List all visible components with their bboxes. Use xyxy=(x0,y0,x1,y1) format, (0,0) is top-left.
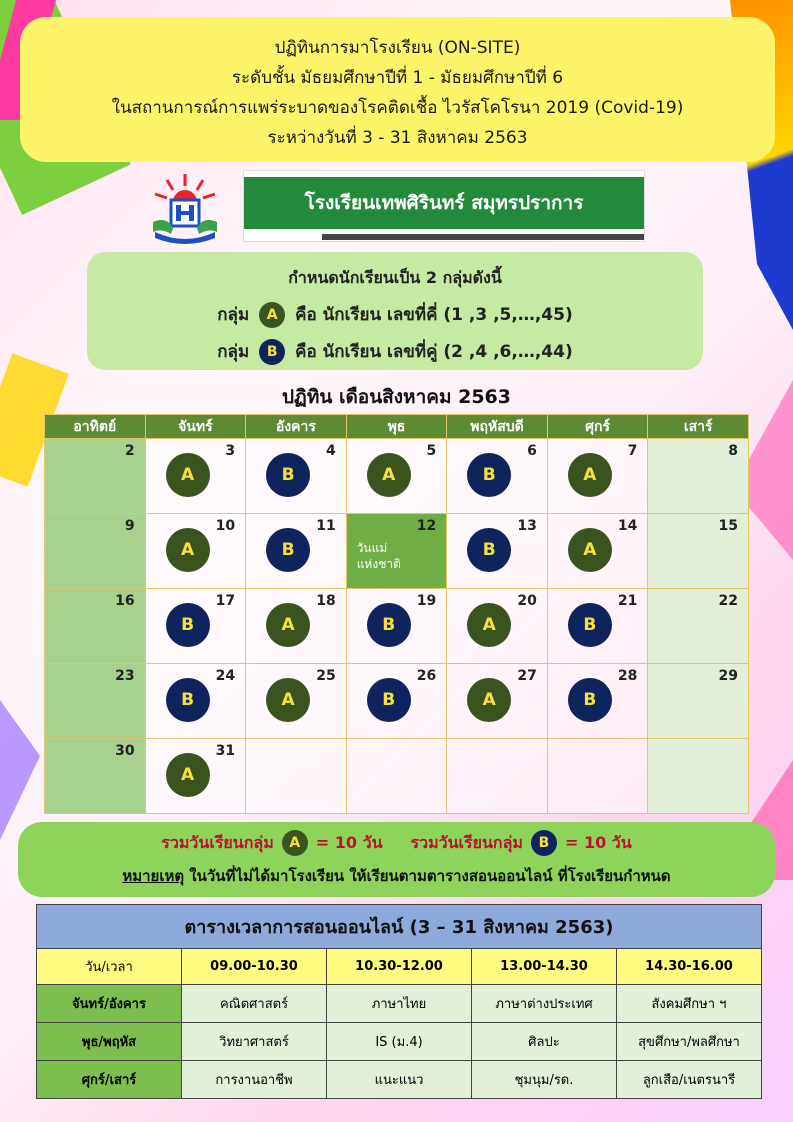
weekday-header: พฤหัสบดี xyxy=(447,415,548,439)
calendar-week-row xyxy=(45,589,749,664)
schedule-cell: สังคมศึกษา ฯ xyxy=(617,985,762,1023)
banner-underline xyxy=(322,234,644,240)
day-number: 25 xyxy=(316,668,336,684)
calendar-day-cell xyxy=(447,439,548,514)
day-number: 4 xyxy=(325,443,336,459)
group-a-badge: A xyxy=(367,453,411,497)
day-number: 5 xyxy=(426,443,437,459)
header-dates: ระหว่างวันที่ 3 - 31 สิงหาคม 2563 xyxy=(267,128,528,148)
group-a-row xyxy=(87,301,703,328)
calendar-day-cell xyxy=(447,739,548,814)
summary-value-b: = 10 วัน xyxy=(564,832,632,852)
weekday-header: เสาร์ xyxy=(648,415,749,439)
schedule-cell: ภาษาต่างประเทศ xyxy=(472,985,617,1023)
header-banner xyxy=(20,17,775,162)
group-a-badge: A xyxy=(266,678,310,722)
schedule-cell: ลูกเสือ/เนตรนารี xyxy=(617,1061,762,1099)
calendar-day-cell xyxy=(346,439,447,514)
group-b-badge: B xyxy=(166,603,210,647)
day-number: 26 xyxy=(416,668,437,684)
day-number: 15 xyxy=(718,518,738,534)
calendar-week-row xyxy=(45,439,749,514)
group-b-row xyxy=(87,338,703,365)
summary-a-badge: A xyxy=(282,830,308,856)
group-b-badge: B xyxy=(467,528,511,572)
calendar-day-cell xyxy=(346,514,447,589)
calendar-week-row xyxy=(45,664,749,739)
group-a-badge: A xyxy=(166,528,210,572)
schedule-day-cell: ศุกร์/เสาร์ xyxy=(37,1061,182,1099)
summary-label-b: รวมวันเรียนกลุ่ม xyxy=(410,832,523,852)
calendar-day-cell xyxy=(547,514,648,589)
group-b-badge: B xyxy=(259,339,285,365)
day-number: 18 xyxy=(316,593,336,609)
schedule-header-cell: วัน/เวลา xyxy=(37,949,182,985)
calendar-day-cell xyxy=(145,739,246,814)
group-a-description: คือ นักเรียน เลขที่คี่ (1 ,3 ,5,…,45) xyxy=(295,305,573,325)
group-b-badge: B xyxy=(266,528,310,572)
calendar-day-cell xyxy=(648,664,749,739)
calendar-day-cell xyxy=(447,589,548,664)
schedule-cell: ชุมนุม/รด. xyxy=(472,1061,617,1099)
weekday-header: พุธ xyxy=(346,415,447,439)
group-a-badge: A xyxy=(266,603,310,647)
calendar-day-cell xyxy=(246,439,347,514)
schedule-title: ตารางเวลาการสอนออนไลน์ (3 – 31 สิงหาคม 2563) xyxy=(37,905,762,949)
summary-b-badge: B xyxy=(531,830,557,856)
school-logo xyxy=(147,172,223,248)
calendar-day-cell xyxy=(45,664,146,739)
day-number: 21 xyxy=(617,593,638,609)
school-name-banner xyxy=(243,170,645,242)
day-number: 2 xyxy=(124,443,135,459)
schedule-cell: ศิลปะ xyxy=(472,1023,617,1061)
summary-value-a: = 10 วัน xyxy=(315,832,383,852)
day-number: 14 xyxy=(617,518,638,534)
calendar-day-cell xyxy=(145,514,246,589)
day-number: 11 xyxy=(316,518,336,534)
note-label: หมายเหตุ xyxy=(122,867,185,885)
group-a-badge: A xyxy=(259,302,285,328)
schedule-day-cell: จันทร์/อังคาร xyxy=(37,985,182,1023)
calendar-day-cell xyxy=(246,739,347,814)
group-b-description: คือ นักเรียน เลขที่คู่ (2 ,4 ,6,…,44) xyxy=(295,342,573,362)
group-b-badge: B xyxy=(266,453,310,497)
calendar-day-cell xyxy=(145,589,246,664)
weekday-header: อาทิตย์ xyxy=(45,415,146,439)
calendar-day-cell xyxy=(45,439,146,514)
header-context: ในสถานการณ์การแพร่ระบาดของโรคติดเชื้อ ไวรัสโคโรนา 2019 (Covid-19) xyxy=(111,98,684,118)
school-name: โรงเรียนเทพศิรินทร์ สมุทรปราการ xyxy=(244,177,644,229)
calendar-day-cell xyxy=(648,439,749,514)
group-b-badge: B xyxy=(467,453,511,497)
day-number: 28 xyxy=(617,668,638,684)
calendar-day-cell xyxy=(45,589,146,664)
calendar-day-cell xyxy=(346,664,447,739)
day-number: 24 xyxy=(215,668,236,684)
groups-title: กำหนดนักเรียนเป็น 2 กลุ่มดังนี้ xyxy=(288,268,502,287)
day-number: 6 xyxy=(527,443,537,459)
schedule-cell: วิทยาศาสตร์ xyxy=(182,1023,327,1061)
day-number: 7 xyxy=(627,443,638,459)
calendar-day-cell xyxy=(547,664,648,739)
schedule-cell: คณิตศาสตร์ xyxy=(182,985,327,1023)
group-definition-box xyxy=(87,252,703,370)
calendar-table xyxy=(44,414,749,814)
weekday-header: อังคาร xyxy=(246,415,347,439)
schedule-cell: แนะแนว xyxy=(327,1061,472,1099)
schedule-header-cell: 13.00-14.30 xyxy=(472,949,617,985)
day-number: 27 xyxy=(517,668,537,684)
calendar-day-cell xyxy=(45,514,146,589)
calendar-day-cell xyxy=(648,739,749,814)
day-number: 3 xyxy=(225,443,236,459)
group-b-badge: B xyxy=(568,603,612,647)
calendar-week-row xyxy=(45,739,749,814)
day-number: 8 xyxy=(728,443,738,459)
weekday-header: จันทร์ xyxy=(145,415,246,439)
schedule-row xyxy=(37,985,762,1023)
day-number: 22 xyxy=(718,593,738,609)
note-text: ในวันที่ไม่ได้มาโรงเรียน ให้เรียนตามตารางสอนออนไลน์ ที่โรงเรียนกำหนด xyxy=(184,867,671,885)
schedule-header-cell: 10.30-12.00 xyxy=(327,949,472,985)
day-number: 30 xyxy=(115,743,135,759)
group-a-badge: A xyxy=(568,528,612,572)
schedule-cell: การงานอาชีพ xyxy=(182,1061,327,1099)
calendar-day-cell xyxy=(246,664,347,739)
calendar-day-cell xyxy=(547,589,648,664)
day-number: 13 xyxy=(517,518,537,534)
schedule-row xyxy=(37,1023,762,1061)
calendar-day-cell xyxy=(246,589,347,664)
schedule-header-cell: 14.30-16.00 xyxy=(617,949,762,985)
schedule-cell: IS (ม.4) xyxy=(327,1023,472,1061)
day-number: 29 xyxy=(718,668,738,684)
day-number: 23 xyxy=(115,668,135,684)
day-number: 12 xyxy=(416,518,437,534)
group-a-badge: A xyxy=(467,678,511,722)
holiday-label: วันแม่ แห่งชาติ xyxy=(356,541,401,571)
schedule-cell: ภาษาไทย xyxy=(327,985,472,1023)
schedule-cell: สุขศึกษา/พลศึกษา xyxy=(617,1023,762,1061)
group-b-badge: B xyxy=(166,678,210,722)
day-number: 17 xyxy=(215,593,236,609)
calendar-day-cell xyxy=(547,439,648,514)
calendar-day-cell xyxy=(346,589,447,664)
calendar-day-cell xyxy=(648,514,749,589)
group-prefix: กลุ่ม xyxy=(217,305,250,325)
schedule-header-row xyxy=(37,949,762,985)
calendar-day-cell xyxy=(547,739,648,814)
group-a-badge: A xyxy=(166,453,210,497)
calendar-day-cell xyxy=(145,439,246,514)
decor-shape xyxy=(0,700,40,840)
calendar-day-cell xyxy=(648,589,749,664)
header-title: ปฏิทินการมาโรงเรียน (ON-SITE) xyxy=(274,38,521,58)
summary-label-a: รวมวันเรียนกลุ่ม xyxy=(161,832,274,852)
group-prefix: กลุ่ม xyxy=(217,342,250,362)
day-number: 19 xyxy=(416,593,437,609)
day-number: 20 xyxy=(517,593,537,609)
calendar-day-cell xyxy=(447,514,548,589)
summary-note xyxy=(18,864,775,888)
group-b-badge: B xyxy=(367,603,411,647)
calendar-header-row xyxy=(45,415,749,439)
group-a-badge: A xyxy=(467,603,511,647)
day-number: 31 xyxy=(215,743,236,759)
header-level: ระดับชั้น มัธยมศึกษาปีที่ 1 - มัธยมศึกษาปีที่ 6 xyxy=(231,68,564,88)
schedule-day-cell: พุธ/พฤหัส xyxy=(37,1023,182,1061)
calendar-day-cell xyxy=(447,664,548,739)
group-a-badge: A xyxy=(568,453,612,497)
day-number: 10 xyxy=(215,518,236,534)
calendar-week-row xyxy=(45,514,749,589)
schedule-header-cell: 09.00-10.30 xyxy=(182,949,327,985)
calendar-day-cell xyxy=(346,739,447,814)
group-a-badge: A xyxy=(166,753,210,797)
calendar-day-cell xyxy=(246,514,347,589)
online-schedule-table xyxy=(36,904,762,1099)
calendar-day-cell xyxy=(45,739,146,814)
weekday-header: ศุกร์ xyxy=(547,415,648,439)
group-b-badge: B xyxy=(568,678,612,722)
summary-totals xyxy=(18,830,775,856)
group-b-badge: B xyxy=(367,678,411,722)
summary-box xyxy=(18,822,775,897)
day-number: 9 xyxy=(124,518,135,534)
schedule-row xyxy=(37,1061,762,1099)
day-number: 16 xyxy=(115,593,135,609)
calendar-title: ปฏิทิน เดือนสิงหาคม 2563 xyxy=(282,386,511,408)
calendar-day-cell xyxy=(145,664,246,739)
